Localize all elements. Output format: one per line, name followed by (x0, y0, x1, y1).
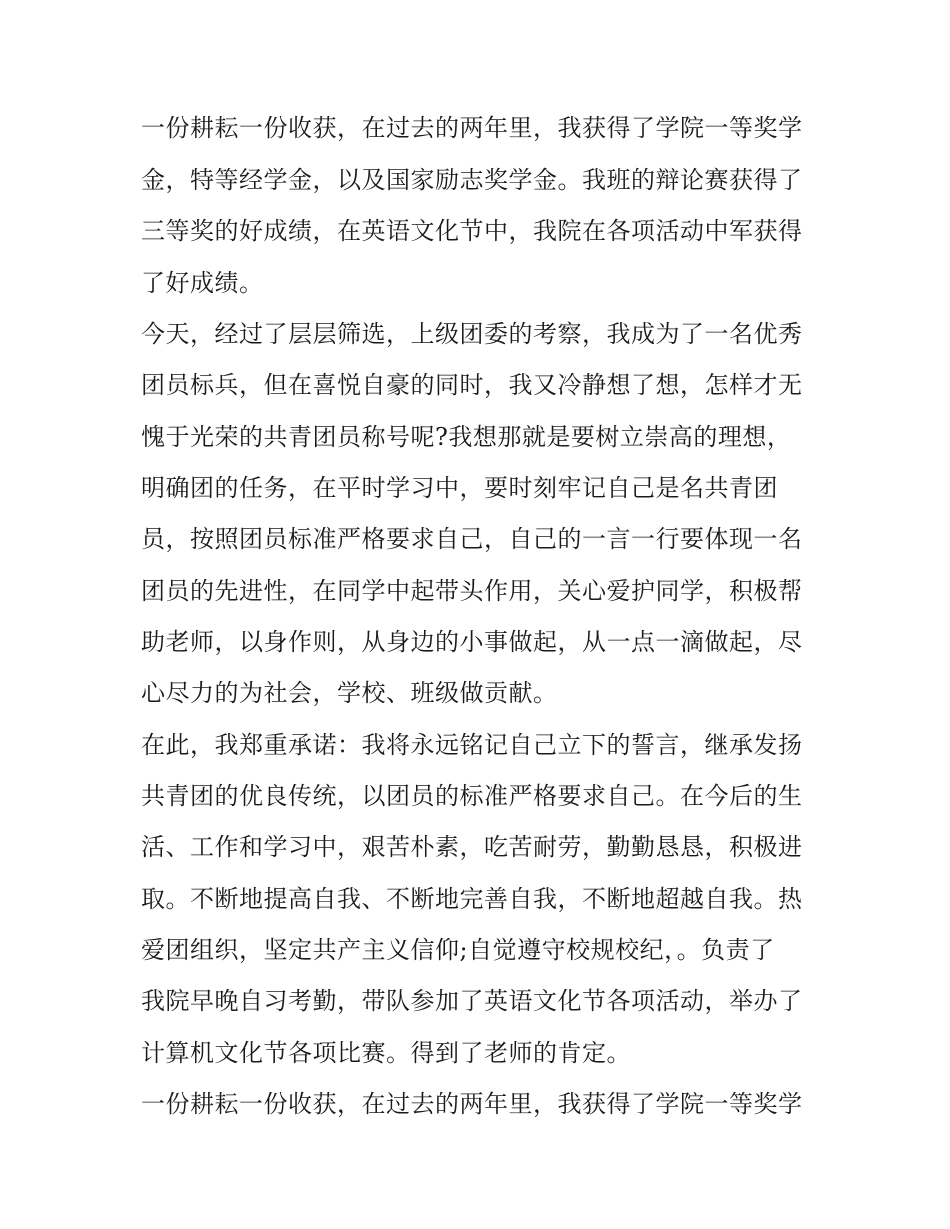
text-line: 我院早晚自习考勤，带队参加了英语文化节各项活动，举办了 (141, 987, 803, 1015)
text-line: 一份耕耘一份收获，在过去的两年里，我获得了学院一等奖学 (141, 114, 803, 142)
text-line: 明确团的任务，在平时学习中，要时刻牢记自己是名共青团 (141, 474, 778, 502)
text-line: 在此，我郑重承诺：我将永远铭记自己立下的誓言，继承发扬 (141, 731, 803, 759)
text-line: 助老师，以身作则，从身边的小事做起，从一点一滴做起，尽 (141, 628, 803, 656)
text-line: 愧于光荣的共青团员称号呢?我想那就是要树立崇高的理想， (141, 423, 792, 451)
text-line: 爱团组织，坚定共产主义信仰;自觉遵守校规校纪，。负责了 (141, 936, 775, 964)
text-line: 取。不断地提高自我、不断地完善自我，不断地超越自我。热 (141, 885, 803, 913)
text-line: 了好成绩。 (141, 269, 264, 297)
text-line: 团员的先进性，在同学中起带头作用，关心爱护同学，积极帮 (141, 577, 803, 605)
text-line: 金，特等经学金，以及国家励志奖学金。我班的辩论赛获得了 (141, 166, 803, 194)
text-line: 员，按照团员标准严格要求自己，自己的一言一行要体现一名 (141, 525, 803, 553)
text-line: 心尽力的为社会，学校、班级做贡献。 (141, 679, 558, 707)
text-line: 共青团的优良传统，以团员的标准严格要求自己。在今后的生 (141, 782, 803, 810)
text-line: 计算机文化节各项比赛。得到了老师的肯定。 (141, 1039, 631, 1067)
text-line: 三等奖的好成绩，在英语文化节中，我院在各项活动中军获得 (141, 217, 803, 245)
text-line: 今天，经过了层层筛选，上级团委的考察，我成为了一名优秀 (141, 320, 803, 348)
text-line: 活、工作和学习中，艰苦朴素，吃苦耐劳，勤勤恳恳，积极进 (141, 833, 803, 861)
text-line: 团员标兵，但在喜悦自豪的同时，我又冷静想了想，怎样才无 (141, 371, 803, 399)
text-line: 一份耕耘一份收获，在过去的两年里，我获得了学院一等奖学 (141, 1090, 803, 1118)
